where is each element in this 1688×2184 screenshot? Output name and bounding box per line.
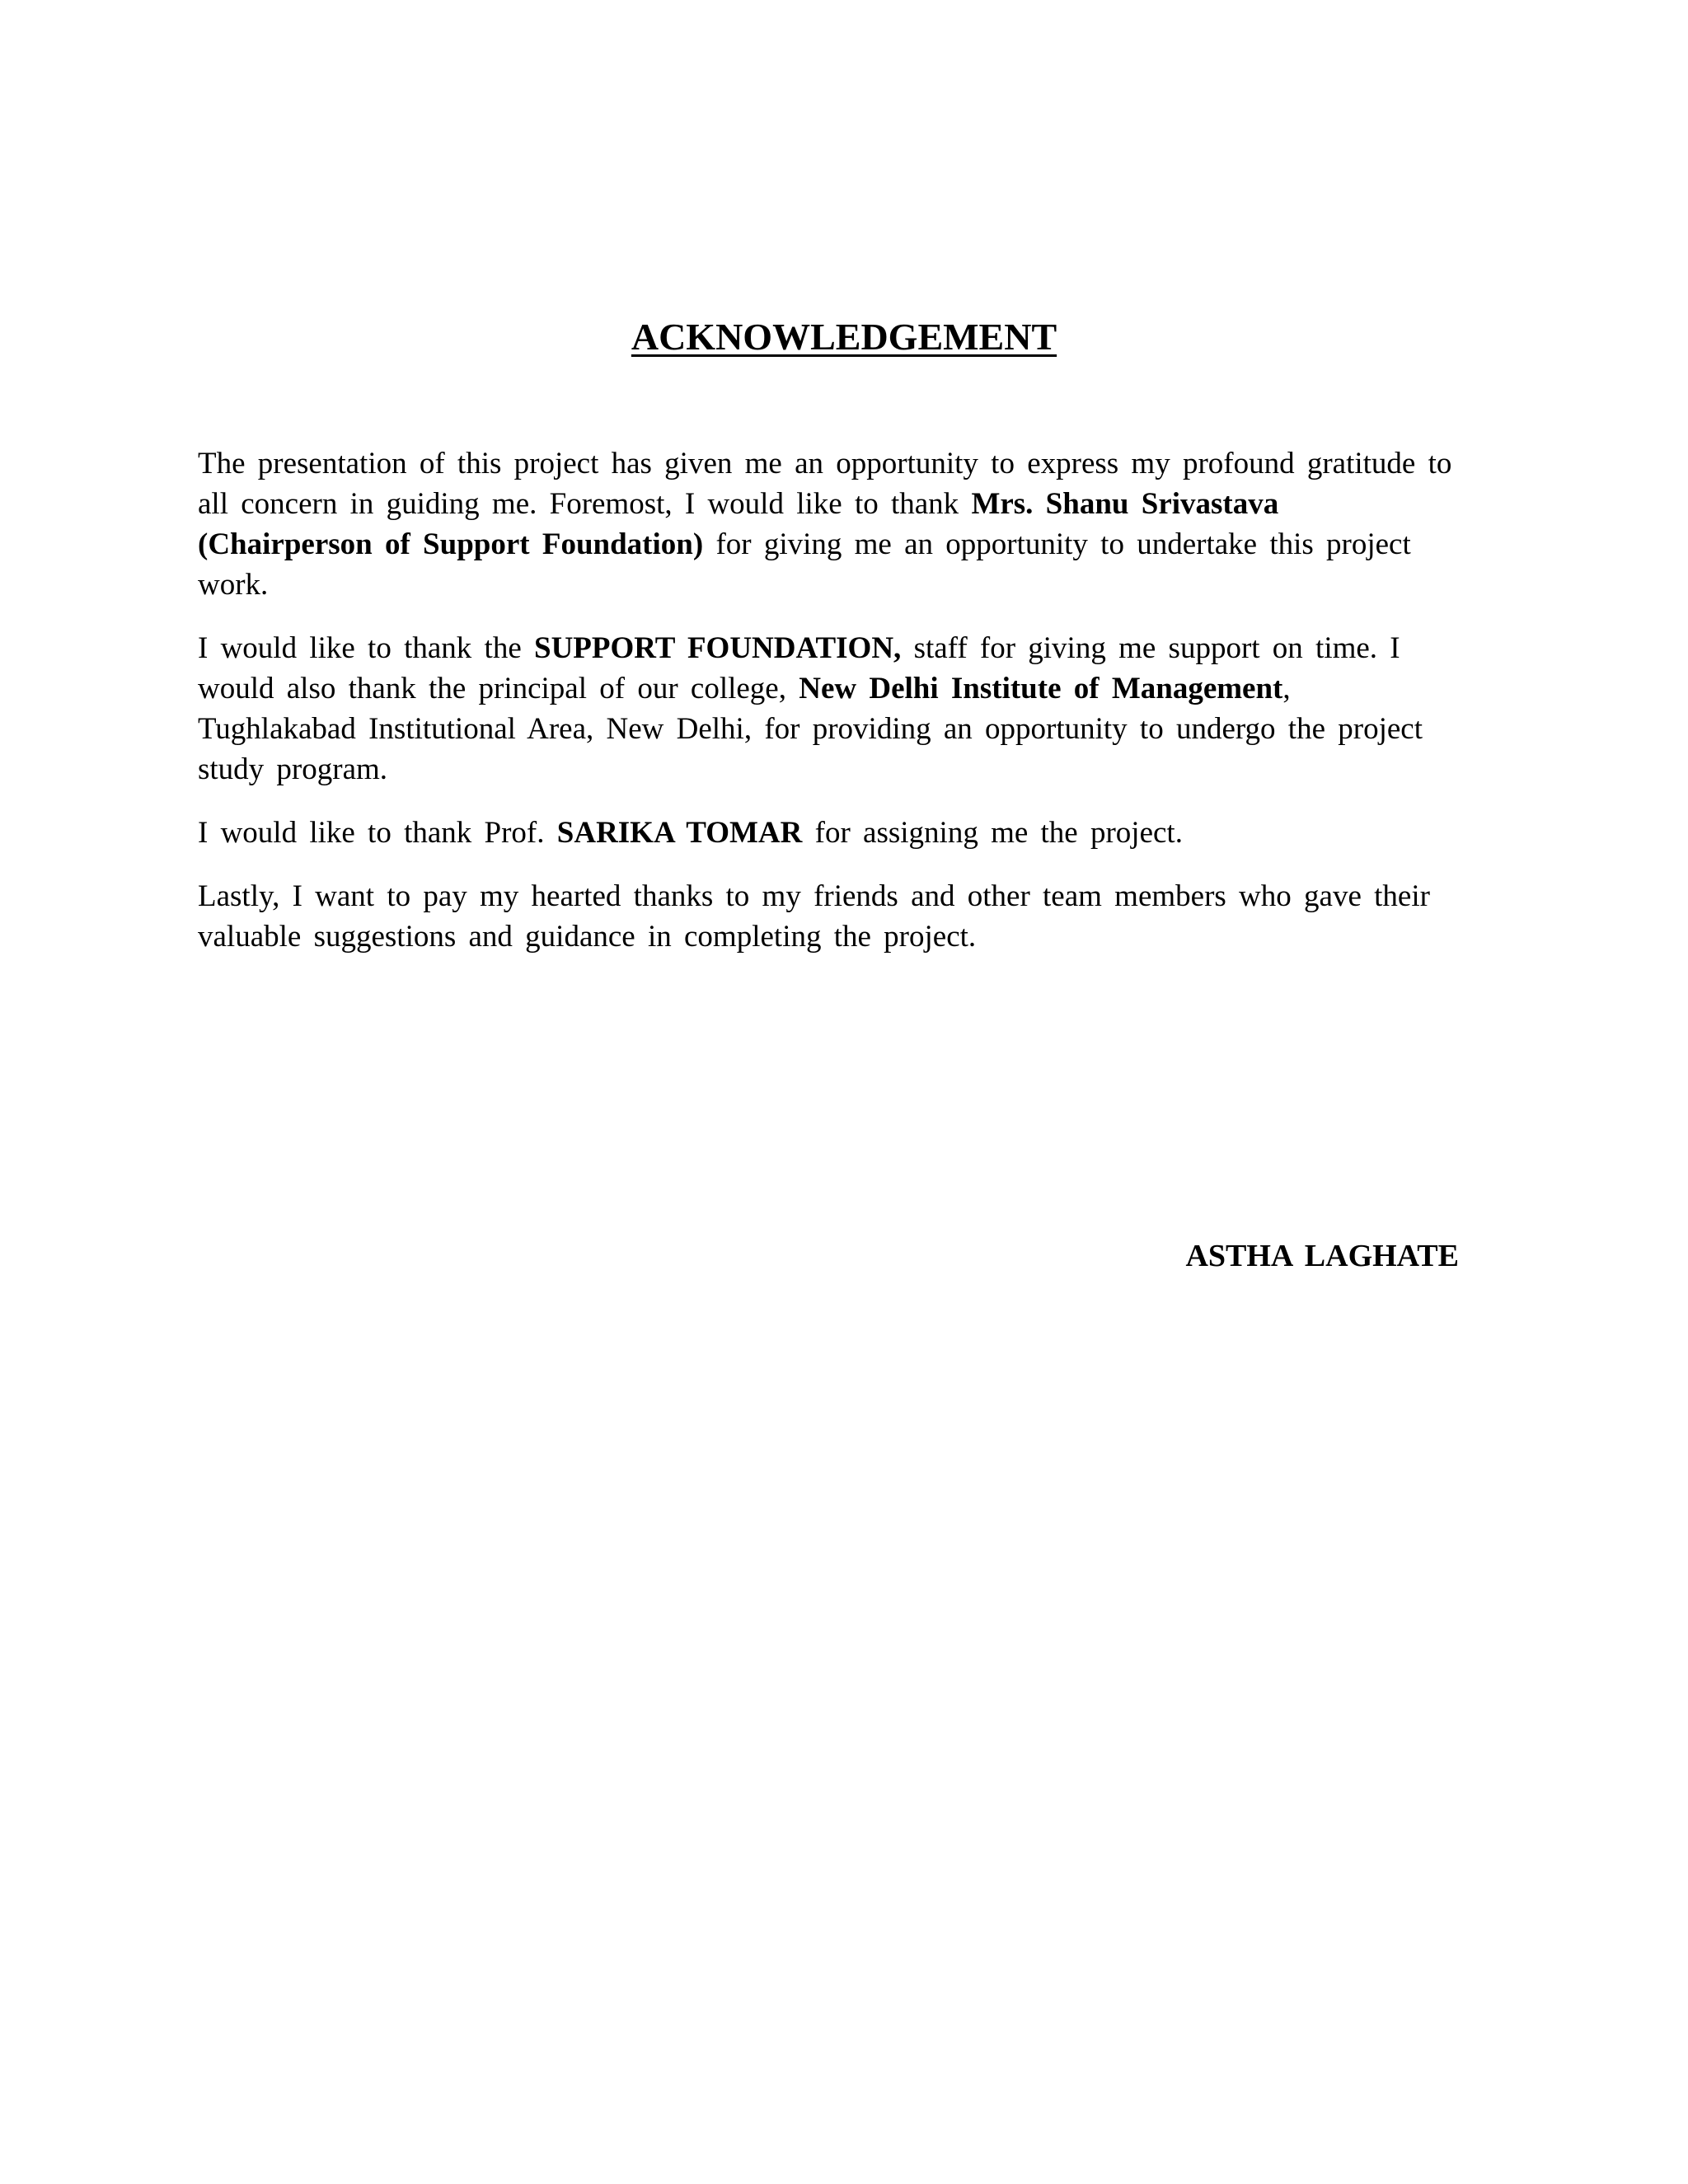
paragraph-3-text: I would like to thank Prof. — [198, 816, 557, 850]
paragraph-2-line-4: study program. — [198, 752, 388, 786]
paragraph-spacer — [198, 853, 1477, 876]
professor-name: SARIKA TOMAR — [556, 816, 803, 850]
paragraph-2-text: , — [1282, 672, 1291, 705]
paragraph-2-text: staff for giving me support on time. I — [901, 631, 1400, 665]
paragraph-1-line-1: The presentation of this project has given me an opportunity to express my profound gratitude to — [198, 447, 1452, 480]
paragraph-2 — [198, 628, 1477, 790]
paragraph-4-line-2: valuable suggestions and guidance in completing the project. — [198, 920, 977, 954]
paragraph-1-line-2 — [198, 484, 1477, 524]
page-title: ACKNOWLEDGEMENT — [631, 316, 1057, 358]
college-name: New Delhi Institute of Management — [799, 672, 1283, 705]
paragraph-spacer — [198, 605, 1477, 628]
paragraph-4-line-1: Lastly, I want to pay my hearted thanks to my friends and other team members who gave their — [198, 879, 1430, 913]
paragraph-2-text: would also thank the principal of our college, — [198, 672, 799, 705]
paragraph-1 — [198, 443, 1477, 605]
paragraph-2-line-1 — [198, 628, 1477, 668]
paragraph-2-line-3: Tughlakabad Institutional Area, New Delhi, for providing an opportunity to undergo the project — [198, 712, 1423, 746]
signature-name: ASTHA LAGHATE — [1185, 1239, 1459, 1273]
paragraph-3 — [198, 813, 1477, 853]
paragraph-2-text: I would like to thank the — [198, 631, 534, 665]
paragraph-3-line-1 — [198, 813, 1477, 853]
paragraph-1-line-4: work. — [198, 568, 269, 602]
chairperson-name: Mrs. Shanu Srivastava — [971, 487, 1279, 521]
paragraph-spacer — [198, 790, 1477, 813]
chairperson-title: (Chairperson of Support Foundation) — [198, 527, 704, 561]
paragraph-2-line-2 — [198, 668, 1477, 709]
paragraph-1-text: for giving me an opportunity to undertake this project — [703, 527, 1411, 561]
acknowledgement-body — [198, 443, 1477, 957]
paragraph-1-line-3 — [198, 524, 1477, 565]
paragraph-1-text: all concern in guiding me. Foremost, I would like to thank — [198, 487, 972, 521]
paragraph-3-text: for assigning me the project. — [802, 816, 1183, 850]
paragraph-4 — [198, 876, 1477, 957]
organization-name: SUPPORT FOUNDATION, — [534, 631, 902, 665]
